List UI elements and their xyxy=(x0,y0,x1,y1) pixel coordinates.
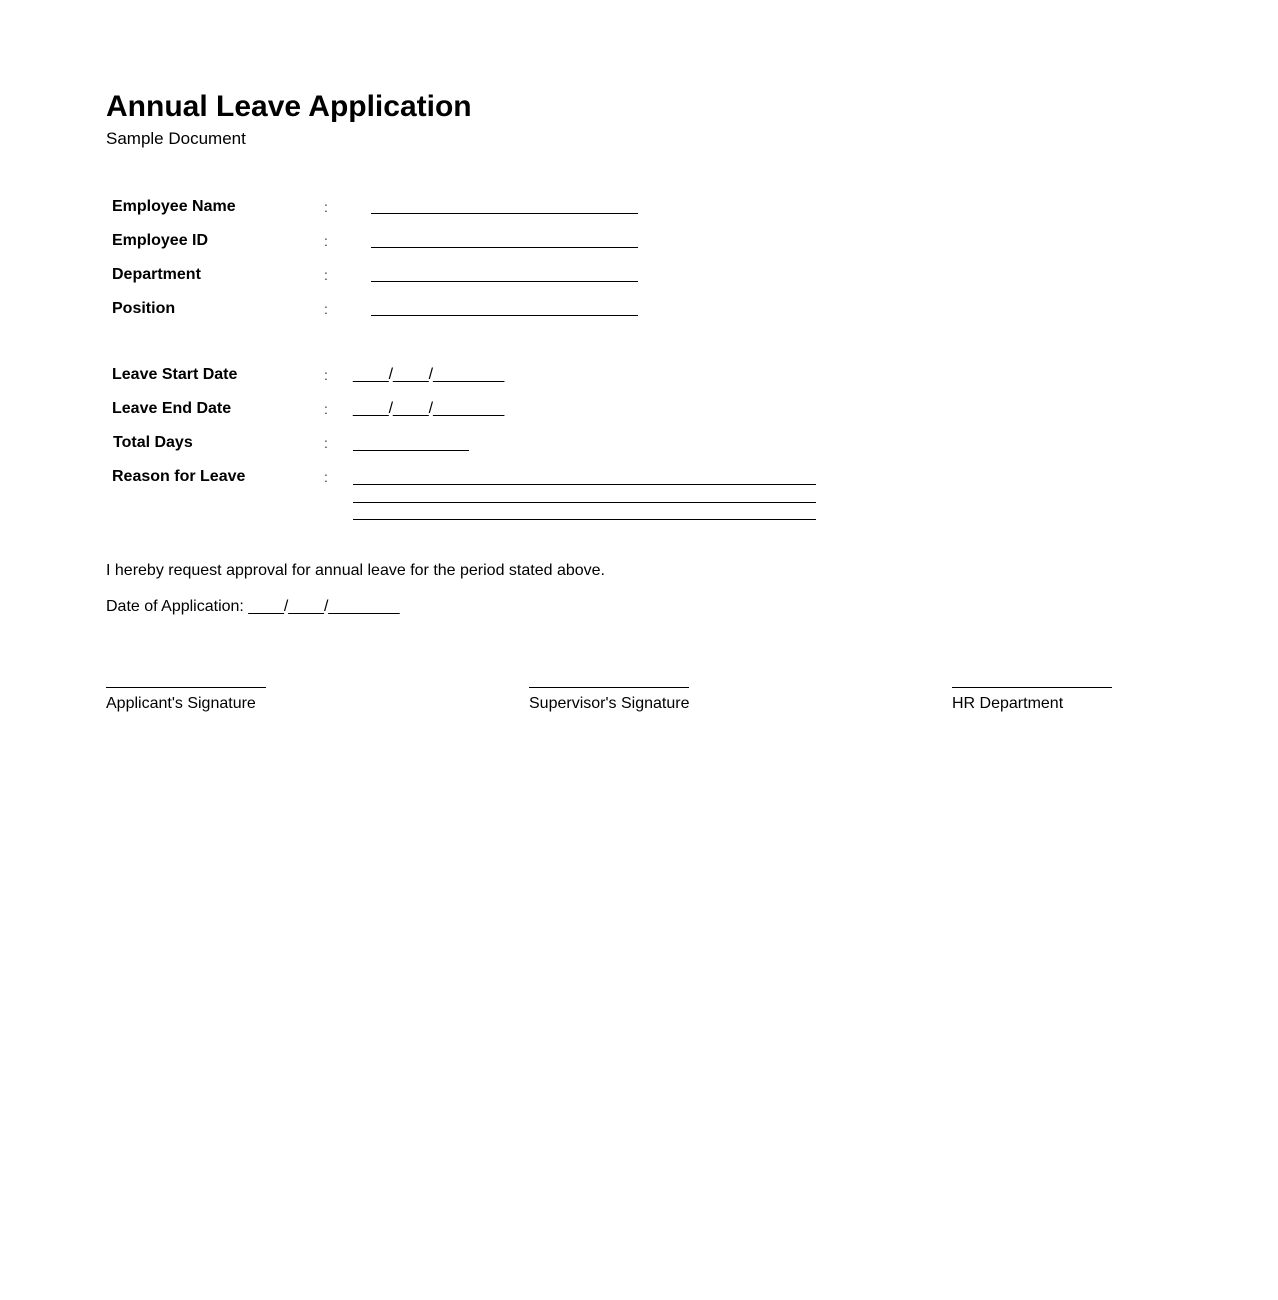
page-subtitle: Sample Document xyxy=(106,129,246,148)
field-department xyxy=(112,265,832,287)
signature-label: Applicant's Signature xyxy=(106,695,256,712)
field-label: Employee Name xyxy=(112,198,236,215)
signature-block-supervisor xyxy=(529,687,689,714)
signature-block-hr xyxy=(952,687,1112,714)
field-label: Position xyxy=(112,300,176,317)
field-employee-id xyxy=(112,231,832,253)
field-separator: : xyxy=(324,267,328,283)
field-separator: : xyxy=(324,233,328,249)
reason-input-line-2[interactable] xyxy=(353,502,816,503)
employee-id-input-line[interactable] xyxy=(371,247,638,248)
field-label: Reason for Leave xyxy=(112,468,246,485)
reason-input-line-3[interactable] xyxy=(353,519,816,520)
field-label: Leave Start Date xyxy=(112,366,238,383)
field-separator: : xyxy=(324,469,328,485)
field-separator: : xyxy=(324,367,328,383)
signature-line[interactable] xyxy=(952,687,1112,688)
field-separator: : xyxy=(324,199,328,215)
field-separator: : xyxy=(324,301,328,317)
signature-label: Supervisor's Signature xyxy=(529,695,690,712)
signature-line[interactable] xyxy=(529,687,689,688)
field-label: Total Days xyxy=(113,434,193,451)
field-separator: : xyxy=(324,401,328,417)
department-input-line[interactable] xyxy=(371,281,638,282)
signature-line[interactable] xyxy=(106,687,266,688)
leave-end-date-input[interactable]: ____/____/________ xyxy=(353,400,505,417)
field-leave-start-date xyxy=(112,365,832,387)
field-label: Employee ID xyxy=(112,232,209,249)
reason-input-line-1[interactable] xyxy=(353,484,816,485)
position-input-line[interactable] xyxy=(371,315,638,316)
employee-name-input-line[interactable] xyxy=(371,213,638,214)
signature-label: HR Department xyxy=(952,695,1064,712)
declaration-statement: I hereby request approval for annual leave for the period stated above. xyxy=(106,562,605,579)
field-employee-name xyxy=(112,197,832,219)
total-days-input-line[interactable] xyxy=(353,450,469,451)
page-title: Annual Leave Application xyxy=(106,90,472,123)
field-reason-for-leave xyxy=(112,467,832,527)
date-of-application-field[interactable]: Date of Application: ____/____/________ xyxy=(106,598,400,615)
field-label: Leave End Date xyxy=(112,400,232,417)
field-total-days xyxy=(112,433,832,455)
field-label: Department xyxy=(112,266,201,283)
field-position xyxy=(112,299,832,321)
field-separator: : xyxy=(324,435,328,451)
field-leave-end-date xyxy=(112,399,832,421)
leave-start-date-input[interactable]: ____/____/________ xyxy=(353,366,505,383)
signature-block-applicant xyxy=(106,687,266,714)
